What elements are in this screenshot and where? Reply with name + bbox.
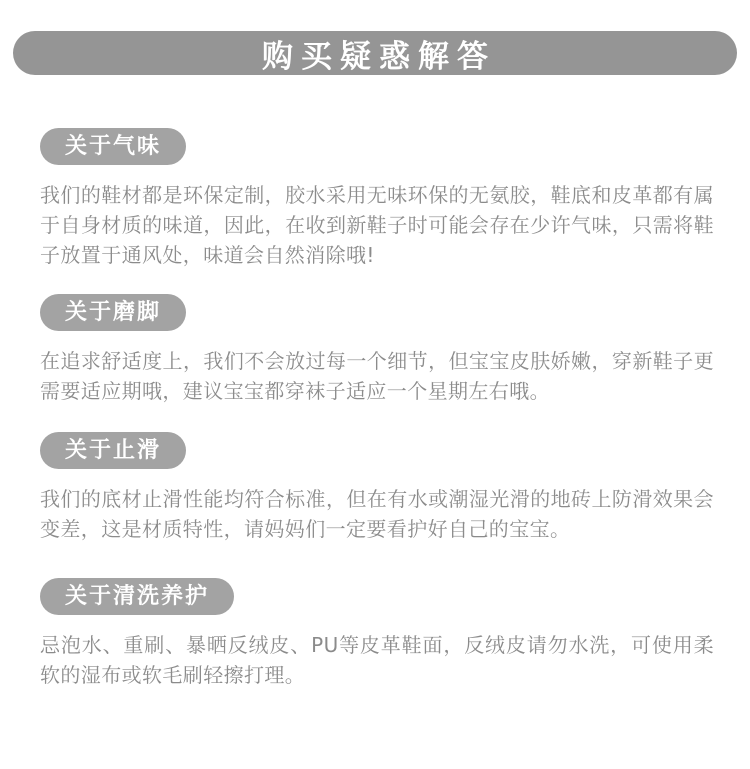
faq-banner-title: 购买疑惑解答 xyxy=(262,38,496,75)
section-label-slip-resistance: 关于止滑 xyxy=(40,432,186,469)
faq-section-odor xyxy=(40,128,714,270)
section-label-cleaning-care: 关于清洗养护 xyxy=(40,578,234,615)
section-label-foot-rubbing: 关于磨脚 xyxy=(40,294,186,331)
faq-section-cleaning-care xyxy=(40,578,714,690)
section-label-odor: 关于气味 xyxy=(40,128,186,165)
section-body-cleaning-care: 忌泡水、重刷、暴晒反绒皮、PU等皮革鞋面，反绒皮请勿水洗，可使用柔软的湿布或软毛刷轻擦打理。 xyxy=(40,633,714,687)
faq-section-foot-rubbing xyxy=(40,294,714,406)
faq-banner xyxy=(13,31,737,75)
section-body-slip-resistance: 我们的底材止滑性能均符合标准，但在有水或潮湿光滑的地砖上防滑效果会变差，这是材质特性，请妈妈们一定要看护好自己的宝宝。 xyxy=(40,487,714,541)
faq-section-slip-resistance xyxy=(40,432,714,544)
section-body-foot-rubbing: 在追求舒适度上，我们不会放过每一个细节，但宝宝皮肤娇嫩，穿新鞋子更需要适应期哦，建议宝宝都穿袜子适应一个星期左右哦。 xyxy=(40,349,714,403)
faq-content xyxy=(0,128,750,690)
section-body-odor: 我们的鞋材都是环保定制，胶水采用无味环保的无氨胶，鞋底和皮革都有属于自身材质的味道，因此，在收到新鞋子时可能会存在少许气味，只需将鞋子放置于通风处，味道会自然消除哦! xyxy=(40,183,714,267)
